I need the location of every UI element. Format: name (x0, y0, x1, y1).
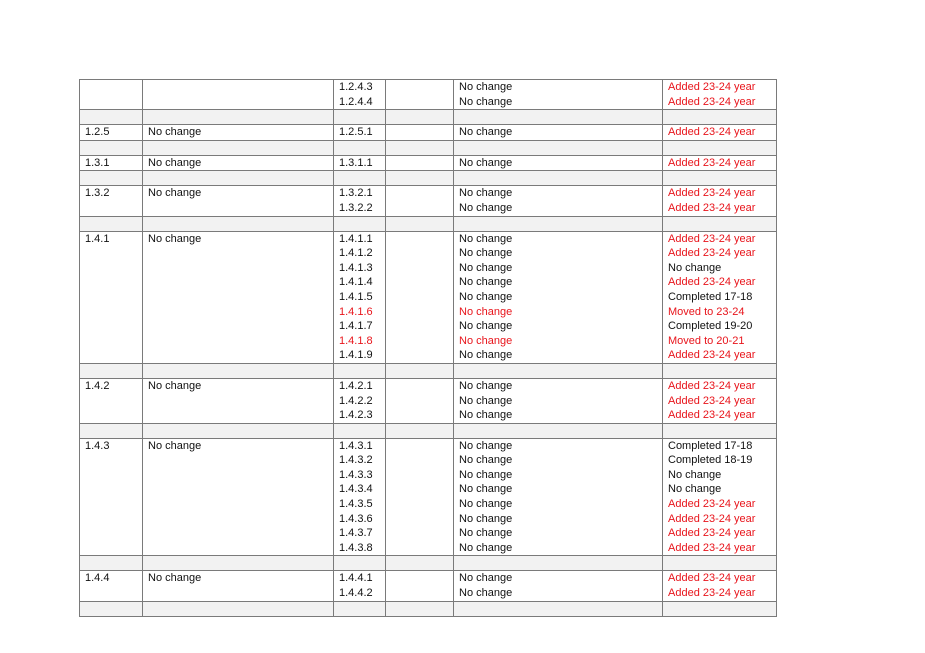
spacer-cell (143, 171, 334, 186)
item-status-cell: No change (454, 246, 663, 261)
empty-cell (386, 305, 454, 320)
section-status-cell (143, 305, 334, 320)
spacer-cell (143, 423, 334, 438)
spacer-cell (334, 363, 386, 378)
empty-cell (386, 571, 454, 586)
spacer-cell (663, 110, 777, 125)
item-note-cell: Added 23-24 year (663, 497, 777, 512)
spacer-cell (143, 556, 334, 571)
item-status-cell: No change (454, 526, 663, 541)
item-code-cell: 1.4.4.1 (334, 571, 386, 586)
item-note-cell: Added 23-24 year (663, 125, 777, 141)
item-code-cell: 1.3.2.1 (334, 186, 386, 201)
section-code-cell (80, 526, 143, 541)
item-note-cell: Completed 17-18 (663, 438, 777, 453)
item-status-cell: No change (454, 571, 663, 586)
section-status-cell (143, 348, 334, 363)
table-row (80, 275, 777, 290)
spacer-row (80, 140, 777, 155)
section-status-cell (143, 586, 334, 601)
section-status-cell (143, 80, 334, 95)
table-body (80, 80, 777, 617)
section-code-cell (80, 394, 143, 409)
table-row (80, 408, 777, 423)
item-status-cell: No change (454, 186, 663, 201)
section-code-cell: 1.2.5 (80, 125, 143, 141)
spacer-cell (334, 423, 386, 438)
item-status-cell: No change (454, 378, 663, 393)
spacer-cell (663, 556, 777, 571)
empty-cell (386, 586, 454, 601)
spacer-cell (80, 216, 143, 231)
item-status-cell: No change (454, 125, 663, 141)
spacer-row (80, 601, 777, 616)
item-note-cell: Added 23-24 year (663, 155, 777, 171)
spacer-cell (143, 601, 334, 616)
item-status-cell: No change (454, 95, 663, 110)
spacer-cell (334, 110, 386, 125)
section-code-cell (80, 334, 143, 349)
section-status-cell (143, 468, 334, 483)
item-status-cell: No change (454, 261, 663, 276)
item-code-cell: 1.4.1.6 (334, 305, 386, 320)
spacer-cell (386, 423, 454, 438)
spacer-cell (143, 216, 334, 231)
table-row (80, 334, 777, 349)
table-row (80, 261, 777, 276)
section-status-cell (143, 408, 334, 423)
empty-cell (386, 512, 454, 527)
spacer-cell (386, 140, 454, 155)
table-row (80, 526, 777, 541)
item-status-cell: No change (454, 438, 663, 453)
section-status-cell (143, 394, 334, 409)
item-note-cell: Completed 19-20 (663, 319, 777, 334)
table-row (80, 394, 777, 409)
section-code-cell (80, 468, 143, 483)
spacer-row (80, 423, 777, 438)
section-code-cell: 1.4.2 (80, 378, 143, 393)
spacer-cell (334, 556, 386, 571)
section-code-cell: 1.4.3 (80, 438, 143, 453)
item-status-cell: No change (454, 541, 663, 556)
item-status-cell: No change (454, 468, 663, 483)
table-row (80, 512, 777, 527)
spacer-cell (334, 140, 386, 155)
item-note-cell: Added 23-24 year (663, 571, 777, 586)
item-note-cell: Added 23-24 year (663, 378, 777, 393)
item-note-cell: Added 23-24 year (663, 201, 777, 216)
section-status-cell (143, 453, 334, 468)
item-note-cell: Moved to 23-24 (663, 305, 777, 320)
section-status-cell (143, 482, 334, 497)
spacer-cell (80, 601, 143, 616)
spacer-cell (80, 171, 143, 186)
section-status-cell: No change (143, 125, 334, 141)
item-status-cell: No change (454, 319, 663, 334)
item-status-cell: No change (454, 155, 663, 171)
item-note-cell: No change (663, 468, 777, 483)
empty-cell (386, 155, 454, 171)
section-status-cell (143, 246, 334, 261)
empty-cell (386, 186, 454, 201)
item-status-cell: No change (454, 290, 663, 305)
item-note-cell: Added 23-24 year (663, 275, 777, 290)
item-code-cell: 1.4.1.7 (334, 319, 386, 334)
objectives-status-table (79, 79, 777, 617)
section-code-cell: 1.3.2 (80, 186, 143, 201)
empty-cell (386, 438, 454, 453)
item-note-cell: Added 23-24 year (663, 80, 777, 95)
empty-cell (386, 541, 454, 556)
spacer-cell (334, 601, 386, 616)
table-row (80, 482, 777, 497)
table-row (80, 155, 777, 171)
item-status-cell: No change (454, 453, 663, 468)
empty-cell (386, 334, 454, 349)
section-code-cell (80, 586, 143, 601)
table-row (80, 319, 777, 334)
item-status-cell: No change (454, 80, 663, 95)
section-status-cell: No change (143, 571, 334, 586)
spacer-cell (143, 140, 334, 155)
item-code-cell: 1.4.2.2 (334, 394, 386, 409)
empty-cell (386, 95, 454, 110)
item-code-cell: 1.4.3.3 (334, 468, 386, 483)
item-status-cell: No change (454, 348, 663, 363)
item-note-cell: No change (663, 482, 777, 497)
empty-cell (386, 408, 454, 423)
empty-cell (386, 468, 454, 483)
section-code-cell: 1.4.4 (80, 571, 143, 586)
section-status-cell: No change (143, 231, 334, 246)
item-code-cell: 1.4.1.8 (334, 334, 386, 349)
item-status-cell: No change (454, 586, 663, 601)
spacer-cell (386, 110, 454, 125)
section-code-cell (80, 408, 143, 423)
item-code-cell: 1.4.2.1 (334, 378, 386, 393)
section-code-cell (80, 497, 143, 512)
item-code-cell: 1.4.1.4 (334, 275, 386, 290)
item-code-cell: 1.4.3.5 (334, 497, 386, 512)
spacer-cell (454, 110, 663, 125)
spacer-cell (80, 556, 143, 571)
item-status-cell: No change (454, 408, 663, 423)
section-code-cell (80, 319, 143, 334)
empty-cell (386, 482, 454, 497)
spacer-cell (663, 216, 777, 231)
item-note-cell: Added 23-24 year (663, 586, 777, 601)
spacer-cell (663, 171, 777, 186)
spacer-cell (454, 556, 663, 571)
item-status-cell: No change (454, 394, 663, 409)
section-status-cell (143, 290, 334, 305)
item-note-cell: Added 23-24 year (663, 186, 777, 201)
item-note-cell: Added 23-24 year (663, 394, 777, 409)
spacer-cell (663, 423, 777, 438)
item-status-cell: No change (454, 497, 663, 512)
item-code-cell: 1.4.3.6 (334, 512, 386, 527)
spacer-cell (386, 601, 454, 616)
section-code-cell (80, 290, 143, 305)
spacer-cell (334, 171, 386, 186)
table-row (80, 541, 777, 556)
item-note-cell: Added 23-24 year (663, 246, 777, 261)
item-note-cell: Added 23-24 year (663, 408, 777, 423)
empty-cell (386, 394, 454, 409)
spacer-cell (386, 556, 454, 571)
spacer-cell (80, 423, 143, 438)
spacer-cell (143, 363, 334, 378)
item-note-cell: Completed 17-18 (663, 290, 777, 305)
table-row (80, 125, 777, 141)
empty-cell (386, 275, 454, 290)
empty-cell (386, 246, 454, 261)
table-row (80, 290, 777, 305)
section-status-cell (143, 201, 334, 216)
item-note-cell: Added 23-24 year (663, 231, 777, 246)
item-code-cell: 1.4.3.8 (334, 541, 386, 556)
section-code-cell (80, 246, 143, 261)
empty-cell (386, 231, 454, 246)
section-code-cell (80, 453, 143, 468)
spacer-cell (386, 363, 454, 378)
section-status-cell (143, 319, 334, 334)
empty-cell (386, 261, 454, 276)
item-code-cell: 1.2.4.3 (334, 80, 386, 95)
item-status-cell: No change (454, 482, 663, 497)
section-status-cell (143, 541, 334, 556)
item-code-cell: 1.3.1.1 (334, 155, 386, 171)
section-status-cell: No change (143, 378, 334, 393)
spacer-cell (80, 110, 143, 125)
item-status-cell: No change (454, 334, 663, 349)
section-code-cell (80, 512, 143, 527)
empty-cell (386, 290, 454, 305)
section-status-cell (143, 275, 334, 290)
spacer-cell (454, 601, 663, 616)
spacer-cell (663, 140, 777, 155)
spacer-cell (334, 216, 386, 231)
item-note-cell: Added 23-24 year (663, 541, 777, 556)
section-status-cell (143, 497, 334, 512)
empty-cell (386, 453, 454, 468)
table-row (80, 468, 777, 483)
table-row (80, 186, 777, 201)
item-note-cell: Added 23-24 year (663, 95, 777, 110)
table-row (80, 497, 777, 512)
table-row (80, 586, 777, 601)
section-status-cell: No change (143, 438, 334, 453)
section-code-cell (80, 541, 143, 556)
item-code-cell: 1.4.2.3 (334, 408, 386, 423)
spacer-cell (454, 423, 663, 438)
spacer-cell (663, 363, 777, 378)
section-status-cell (143, 526, 334, 541)
item-code-cell: 1.4.1.1 (334, 231, 386, 246)
table-row (80, 201, 777, 216)
empty-cell (386, 497, 454, 512)
item-status-cell: No change (454, 231, 663, 246)
section-code-cell (80, 348, 143, 363)
item-note-cell: No change (663, 261, 777, 276)
section-code-cell: 1.4.1 (80, 231, 143, 246)
item-code-cell: 1.4.1.9 (334, 348, 386, 363)
section-status-cell: No change (143, 155, 334, 171)
section-status-cell (143, 512, 334, 527)
item-code-cell: 1.4.3.2 (334, 453, 386, 468)
table-row (80, 438, 777, 453)
item-code-cell: 1.4.1.3 (334, 261, 386, 276)
item-note-cell: Added 23-24 year (663, 526, 777, 541)
item-status-cell: No change (454, 305, 663, 320)
item-code-cell: 1.4.4.2 (334, 586, 386, 601)
item-status-cell: No change (454, 275, 663, 290)
spacer-row (80, 216, 777, 231)
section-code-cell (80, 80, 143, 95)
item-note-cell: Moved to 20-21 (663, 334, 777, 349)
section-code-cell (80, 305, 143, 320)
section-code-cell (80, 482, 143, 497)
section-status-cell: No change (143, 186, 334, 201)
spacer-cell (454, 216, 663, 231)
spacer-cell (454, 140, 663, 155)
table-row (80, 246, 777, 261)
empty-cell (386, 378, 454, 393)
table-row (80, 305, 777, 320)
spacer-cell (80, 140, 143, 155)
section-code-cell (80, 201, 143, 216)
item-code-cell: 1.4.3.7 (334, 526, 386, 541)
section-status-cell (143, 95, 334, 110)
section-code-cell: 1.3.1 (80, 155, 143, 171)
spacer-cell (454, 363, 663, 378)
empty-cell (386, 201, 454, 216)
empty-cell (386, 80, 454, 95)
item-code-cell: 1.4.1.5 (334, 290, 386, 305)
section-code-cell (80, 275, 143, 290)
item-code-cell: 1.2.4.4 (334, 95, 386, 110)
spacer-row (80, 556, 777, 571)
section-status-cell (143, 261, 334, 276)
empty-cell (386, 319, 454, 334)
spacer-cell (143, 110, 334, 125)
spacer-cell (454, 171, 663, 186)
item-code-cell: 1.3.2.2 (334, 201, 386, 216)
table-row (80, 348, 777, 363)
table-row (80, 571, 777, 586)
table-row (80, 231, 777, 246)
spacer-cell (386, 171, 454, 186)
empty-cell (386, 348, 454, 363)
spacer-row (80, 363, 777, 378)
item-code-cell: 1.4.3.1 (334, 438, 386, 453)
spacer-cell (80, 363, 143, 378)
section-status-cell (143, 334, 334, 349)
spacer-row (80, 110, 777, 125)
item-note-cell: Completed 18-19 (663, 453, 777, 468)
item-code-cell: 1.4.3.4 (334, 482, 386, 497)
item-note-cell: Added 23-24 year (663, 512, 777, 527)
item-code-cell: 1.2.5.1 (334, 125, 386, 141)
spacer-cell (386, 216, 454, 231)
empty-cell (386, 125, 454, 141)
table-row (80, 378, 777, 393)
empty-cell (386, 526, 454, 541)
section-code-cell (80, 261, 143, 276)
spacer-cell (663, 601, 777, 616)
spacer-row (80, 171, 777, 186)
table-row (80, 95, 777, 110)
table-row (80, 80, 777, 95)
item-status-cell: No change (454, 201, 663, 216)
item-code-cell: 1.4.1.2 (334, 246, 386, 261)
item-note-cell: Added 23-24 year (663, 348, 777, 363)
table-row (80, 453, 777, 468)
section-code-cell (80, 95, 143, 110)
item-status-cell: No change (454, 512, 663, 527)
